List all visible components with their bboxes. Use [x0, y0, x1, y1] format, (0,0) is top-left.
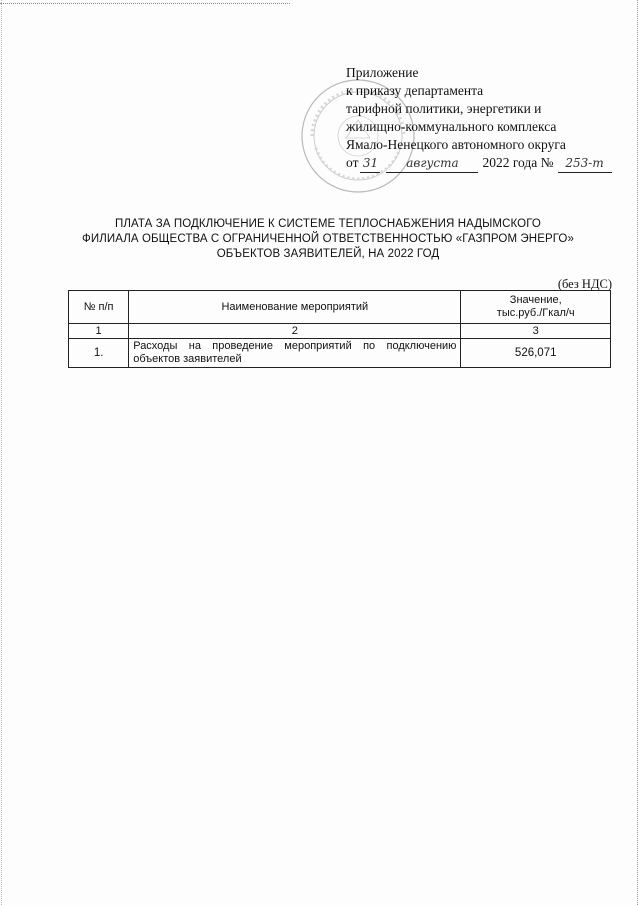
header-activity-name: Наименование мероприятий [129, 291, 461, 324]
handwritten-day: 31 [360, 154, 380, 173]
appendix-line-3: тарифной политики, энергетики и [346, 101, 542, 116]
tariff-table [68, 290, 611, 368]
column-index-2: 2 [129, 324, 461, 339]
header-value-unit: тыс.руб./Гкал/ч [496, 307, 575, 319]
table-row [69, 339, 611, 368]
appendix-line-4: жилищно-коммунального комплекса [346, 119, 557, 134]
appendix-line-2: к приказу департамента [346, 83, 484, 98]
appendix-line-5: Ямало-Ненецкого автономного округа [346, 137, 566, 152]
row-number: 1. [69, 339, 129, 368]
date-year-text: 2022 года № [482, 155, 554, 170]
appendix-header [346, 64, 636, 173]
handwritten-order-number: 253-т [558, 154, 612, 173]
row-value: 526,071 [461, 339, 611, 368]
header-value [461, 291, 611, 324]
column-index-3: 3 [461, 324, 611, 339]
column-index-row [69, 324, 611, 339]
title-line-3: ОБЪЕКТОВ ЗАЯВИТЕЛЕЙ, НА 2022 ГОД [216, 248, 440, 260]
header-value-line-1: Значение, [509, 294, 562, 306]
document-title [58, 217, 598, 262]
title-line-2: ФИЛИАЛА ОБЩЕСТВА С ОГРАНИЧЕННОЙ ОТВЕТСТВЕННОСТЬЮ «ГАЗПРОМ ЭНЕРГО» [82, 233, 574, 245]
vat-note: (без НДС) [557, 277, 612, 291]
scan-top-edge [0, 0, 290, 4]
column-index-1: 1 [69, 324, 129, 339]
table-header-row [69, 291, 611, 324]
scan-right-edge [636, 0, 638, 905]
date-prefix: от [346, 155, 359, 170]
header-number: № п/п [69, 291, 129, 324]
title-line-1: ПЛАТА ЗА ПОДКЛЮЧЕНИЕ К СИСТЕМЕ ТЕПЛОСНАБЖЕНИЯ НАДЫМСКОГО [115, 218, 541, 230]
scan-left-edge [1, 0, 3, 905]
row-activity-name: Расходы на проведение мероприятий по подключению объектов заявителей [129, 339, 461, 368]
appendix-line-1: Приложение [346, 65, 419, 80]
handwritten-month: августа [386, 154, 478, 173]
order-date-line [346, 154, 636, 173]
